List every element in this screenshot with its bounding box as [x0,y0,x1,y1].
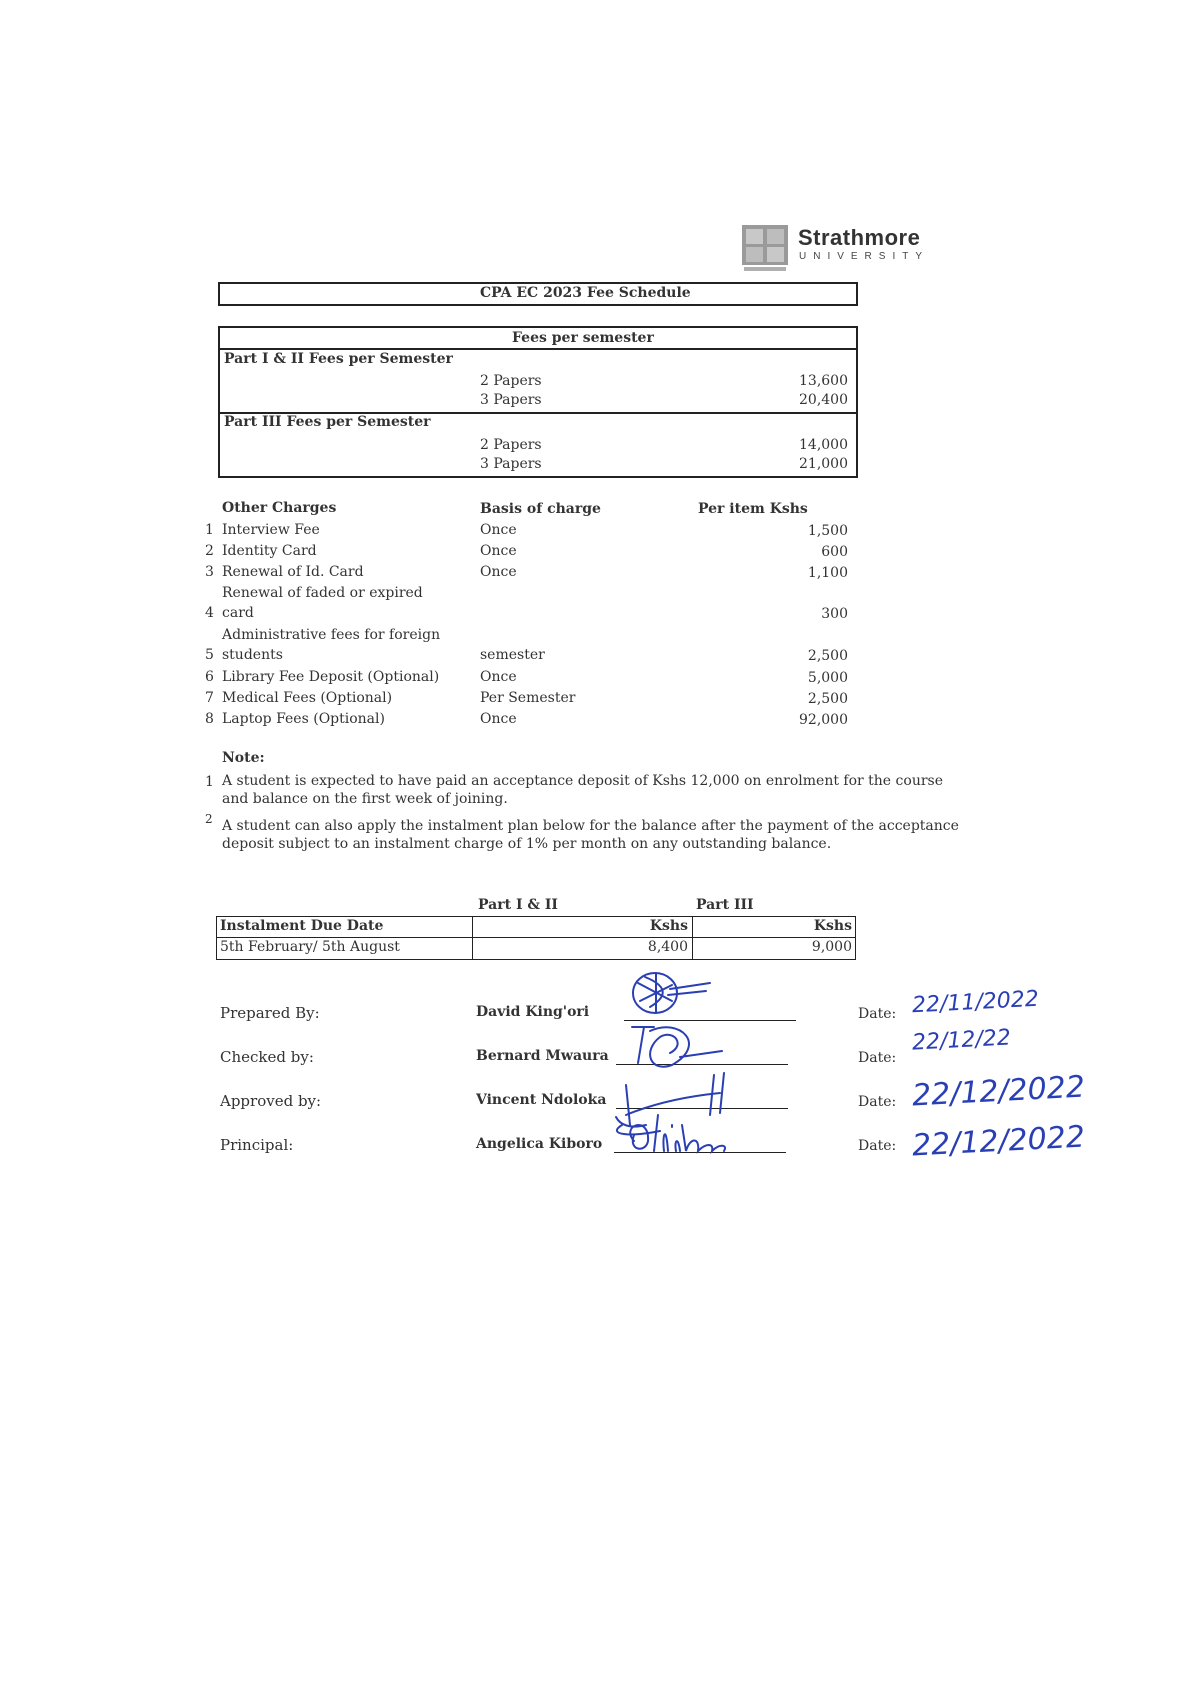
crest-icon [740,223,790,273]
instalment-amount: 8,400 [647,939,688,955]
handwritten-date: 22/12/22 [911,1025,1012,1056]
logo-subtitle: UNIVERSITY [799,251,930,262]
signoff-role: Approved by: [220,1092,322,1110]
charge-amount: 1,100 [807,565,848,581]
fees-amount: 14,000 [799,437,848,453]
note-text: A student is expected to have paid an acceptance deposit of Kshs 12,000 on enrolment for the course [222,773,943,789]
fees-item: 2 Papers [480,373,542,389]
charge-number: 3 [205,564,214,580]
charge-number: 2 [205,543,214,559]
charge-basis: Once [480,669,517,685]
fees-amount: 13,600 [799,373,848,389]
charge-basis: Once [480,564,517,580]
signoff-role: Prepared By: [220,1004,320,1022]
fees-amount: 20,400 [799,392,848,408]
charge-number: 8 [205,711,214,727]
charge-name-cont: card [222,605,254,621]
date-label: Date: [858,1138,897,1154]
other-charges-header: Other Charges [222,500,337,516]
signature-image [610,965,760,1155]
per-item-header: Per item Kshs [698,501,808,517]
handwritten-date: 22/11/2022 [911,986,1040,1019]
charge-name: Renewal of Id. Card [222,564,364,580]
charge-amount: 5,000 [807,670,848,686]
charge-basis: Per Semester [480,690,576,706]
instalment-header: Instalment Due Date [220,918,384,934]
charge-number: 6 [205,669,214,685]
fees-group-label: Part III Fees per Semester [224,414,431,430]
charge-amount: 1,500 [807,523,848,539]
logo-name: Strathmore [798,225,921,250]
instalment-col-part3: Part III [696,897,754,913]
fees-group-label: Part I & II Fees per Semester [224,351,453,367]
signoff-name: David King'ori [476,1004,590,1020]
signoff-name: Bernard Mwaura [476,1048,609,1064]
charge-name: Administrative fees for foreign [222,627,441,643]
instalment-unit: Kshs [649,918,688,934]
basis-header: Basis of charge [480,501,601,517]
charge-number: 1 [205,522,214,538]
charge-name: Interview Fee [222,522,320,538]
signoff-name: Angelica Kiboro [476,1136,603,1152]
charge-number: 5 [205,647,214,663]
fees-item: 2 Papers [480,437,542,453]
charge-amount: 600 [821,544,848,560]
fees-amount: 21,000 [799,456,848,472]
charge-name: Renewal of faded or expired [222,585,423,601]
instalment-unit: Kshs [813,918,852,934]
handwritten-date: 22/12/2022 [911,1069,1086,1114]
note-text: deposit subject to an instalment charge of 1% per month on any outstanding balance. [222,836,832,852]
charge-basis: semester [480,647,545,663]
signoff-role: Principal: [220,1136,294,1154]
charge-name: Library Fee Deposit (Optional) [222,669,440,685]
note-label: Note: [222,750,265,766]
charge-basis: Once [480,522,517,538]
charge-number: 7 [205,690,214,706]
instalment-date: 5th February/ 5th August [220,939,400,955]
date-label: Date: [858,1094,897,1110]
handwritten-date: 22/12/2022 [911,1119,1086,1164]
charge-name: Laptop Fees (Optional) [222,711,385,727]
fees-item: 3 Papers [480,392,542,408]
charge-amount: 2,500 [807,648,848,664]
charge-amount: 300 [821,606,848,622]
charge-amount: 2,500 [807,691,848,707]
page-title: CPA EC 2023 Fee Schedule [480,285,691,301]
signoff-role: Checked by: [220,1048,314,1066]
charge-name-cont: students [222,647,283,663]
fees-item: 3 Papers [480,456,542,472]
date-label: Date: [858,1050,897,1066]
fees-header: Fees per semester [512,330,654,346]
charge-name: Identity Card [222,543,317,559]
date-label: Date: [858,1006,897,1022]
signoff-name: Vincent Ndoloka [476,1092,607,1108]
charge-amount: 92,000 [799,712,848,728]
note-number: 1 [205,774,214,790]
university-logo [740,223,980,273]
charge-basis: Once [480,543,517,559]
instalment-amount: 9,000 [811,939,852,955]
note-text: and balance on the first week of joining. [222,791,508,807]
note-text: A student can also apply the instalment plan below for the balance after the payment of the acceptance [222,818,959,834]
charge-number: 4 [205,605,214,621]
note-number: 2 [205,812,213,826]
charge-basis: Once [480,711,517,727]
instalment-col-part1: Part I & II [478,897,558,913]
charge-name: Medical Fees (Optional) [222,690,393,706]
